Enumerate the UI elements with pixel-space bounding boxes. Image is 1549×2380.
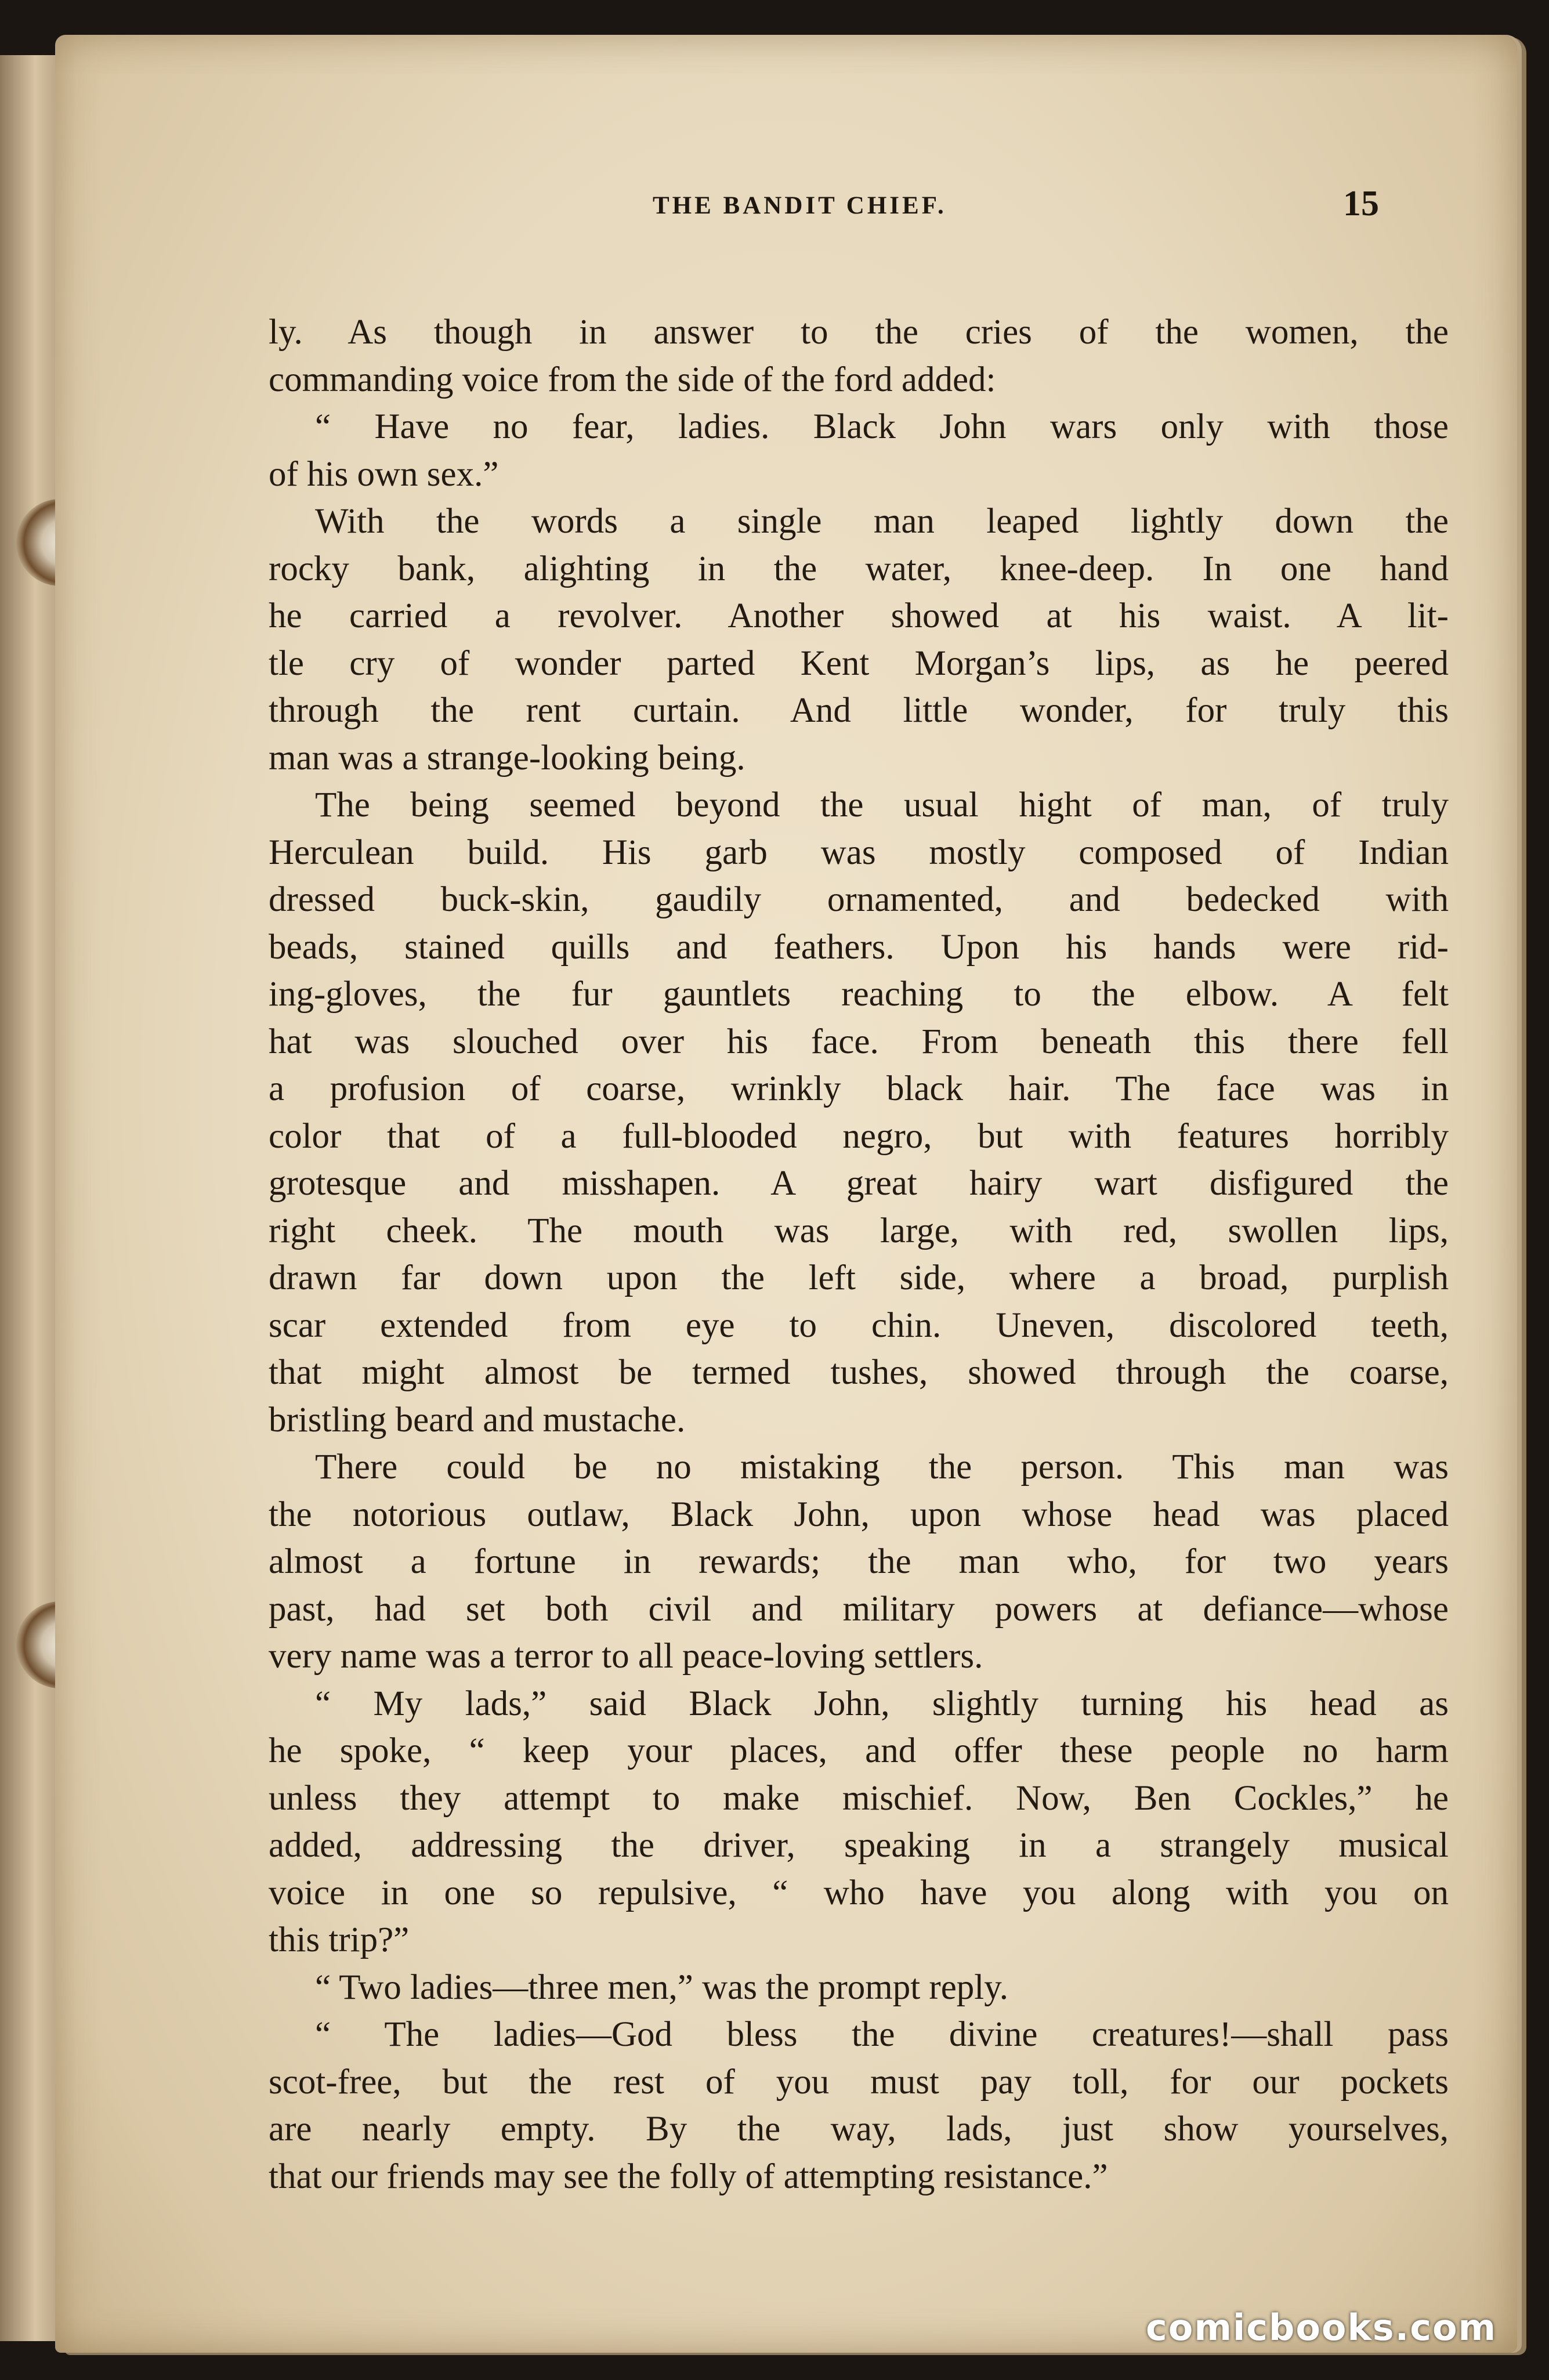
- text-line: right cheek. The mouth was large, with red, swollen lips,: [269, 1211, 1449, 1250]
- text-line: past, had set both civil and military powers at defiance—whose: [269, 1589, 1449, 1629]
- text-line: he spoke, “ keep your places, and offer these people no harm: [269, 1731, 1449, 1770]
- text-line: of his own sex.”: [269, 454, 499, 494]
- text-line: unless they attempt to make mischief. Now, Ben Cockles,” he: [269, 1778, 1449, 1818]
- running-head: THE BANDIT CHIEF.: [653, 192, 947, 219]
- text-line: beads, stained quills and feathers. Upon his hands were rid-: [269, 927, 1449, 967]
- left-page-edge: [0, 55, 64, 2341]
- text-line: a profusion of coarse, wrinkly black hair. The face was in: [269, 1069, 1449, 1108]
- text-line: almost a fortune in rewards; the man who, for two years: [269, 1542, 1449, 1581]
- text-line: With the words a single man leaped lightly down the: [315, 502, 1449, 541]
- text-line: voice in one so repulsive, “ who have you along with you on: [269, 1873, 1449, 1912]
- page-number: 15: [1343, 184, 1379, 223]
- text-line: scar extended from eye to chin. Uneven, discolored teeth,: [269, 1305, 1449, 1345]
- text-line: commanding voice from the side of the ford added:: [269, 360, 996, 399]
- text-line: ly. As though in answer to the cries of the women, the: [269, 313, 1449, 352]
- text-line: “ Have no fear, ladies. Black John wars only with those: [315, 407, 1449, 446]
- text-line: bristling beard and mustache.: [269, 1400, 686, 1439]
- text-line: very name was a terror to all peace-loving settlers.: [269, 1637, 983, 1676]
- text-line: he carried a revolver. Another showed at his waist. A lit-: [269, 596, 1449, 635]
- watermark: comicbooks.com: [1146, 2306, 1497, 2349]
- text-line: added, addressing the driver, speaking in a strangely musical: [269, 1826, 1449, 1865]
- text-line: The being seemed beyond the usual hight of man, of truly: [315, 786, 1449, 824]
- text-line: that might almost be termed tushes, showed through the coarse,: [269, 1353, 1449, 1392]
- text-line: through the rent curtain. And little wonder, for truly this: [269, 691, 1449, 730]
- page-header: [55, 184, 1517, 238]
- text-line: tle cry of wonder parted Kent Morgan’s lips, as he peered: [269, 643, 1449, 683]
- text-line: are nearly empty. By the way, lads, just show yourselves,: [269, 2110, 1449, 2148]
- text-line: man was a strange-looking being.: [269, 738, 745, 777]
- text-line: that our friends may see the folly of attempting resistance.”: [269, 2157, 1108, 2196]
- text-line: color that of a full-blooded negro, but with features horribly: [269, 1116, 1449, 1156]
- text-line: “ My lads,” said Black John, slightly turning his head as: [315, 1684, 1449, 1723]
- text-line: grotesque and misshapen. A great hairy wart disfigured the: [269, 1164, 1449, 1203]
- text-line: “ Two ladies—three men,” was the prompt reply.: [315, 1967, 1009, 2007]
- text-line: hat was slouched over his face. From beneath this there fell: [269, 1022, 1449, 1061]
- book-page: [55, 35, 1517, 2353]
- text-line: dressed buck-skin, gaudily ornamented, and bedecked with: [269, 880, 1449, 919]
- text-line: the notorious outlaw, Black John, upon whose head was placed: [269, 1495, 1449, 1534]
- text-line: this trip?”: [269, 1920, 410, 1959]
- text-line: Herculean build. His garb was mostly composed of Indian: [269, 833, 1449, 872]
- text-line: ing-gloves, the fur gauntlets reaching to the elbow. A felt: [269, 975, 1449, 1014]
- body-text: [269, 309, 1449, 2200]
- text-line: rocky bank, alighting in the water, knee-deep. In one hand: [269, 549, 1449, 588]
- text-line: There could be no mistaking the person. This man was: [315, 1448, 1449, 1486]
- text-line: drawn far down upon the left side, where a broad, purplish: [269, 1258, 1449, 1297]
- text-line: scot-free, but the rest of you must pay toll, for our pockets: [269, 2062, 1449, 2102]
- text-line: “ The ladies—God bless the divine creatures!—shall pass: [315, 2015, 1449, 2054]
